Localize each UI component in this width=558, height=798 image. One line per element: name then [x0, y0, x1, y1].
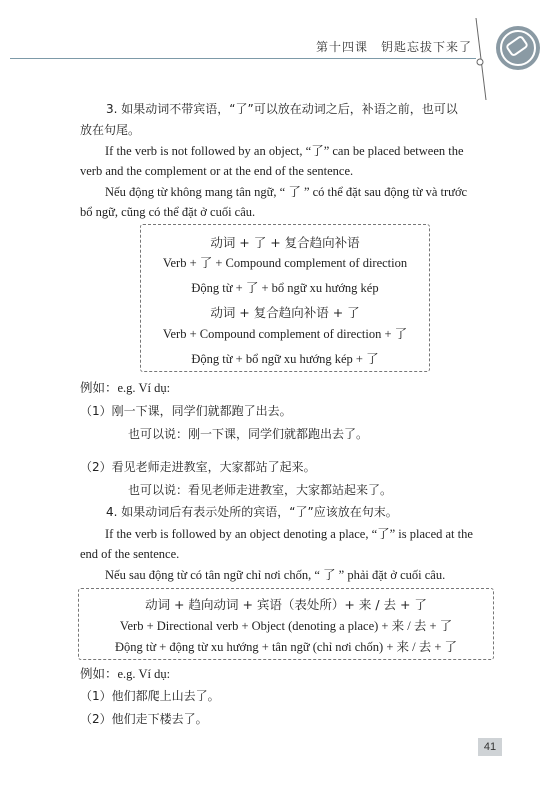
pattern-line: Động từ + động từ xu hướng + tân ngữ (chỉ nơi chốn) + 来 / 去 + 了 — [114, 640, 458, 654]
section4-zh: 4. 如果动词后有表示处所的宾语，“了”应该放在句末。 — [106, 505, 398, 519]
example-sentence: （2）他们走下楼去了。 — [80, 712, 208, 726]
pattern-line: Verb + 了 + Compound complement of direction — [162, 256, 408, 270]
section3-vi-1: Nếu động từ không mang tân ngữ, “ 了 ” có thể đặt sau động từ và trước — [105, 185, 468, 199]
pattern-line: Động từ + bổ ngữ xu hướng kép + 了 — [191, 352, 379, 366]
example-alternative: 也可以说：刚一下课，同学们就都跑出去了。 — [128, 427, 369, 441]
grammar-pattern-box-1 — [140, 224, 430, 372]
pattern-line: 动词 + 趋向动词 + 宾语（表处所）+ 来 / 去 + 了 — [145, 597, 427, 612]
pattern-line: 动词 + 复合趋向补语 + 了 — [210, 305, 360, 320]
pattern-line: Động từ + 了 + bổ ngữ xu hướng kép — [191, 281, 379, 295]
pattern-line: Verb + Compound complement of direction + 了 — [162, 327, 408, 341]
section3-en-1: If the verb is not followed by an object, “了” can be placed between the — [105, 144, 464, 158]
pattern-line: 动词 + 了 + 复合趋向补语 — [210, 235, 360, 250]
pattern-line: Verb + Directional verb + Object (denoting a place) + 来 / 去 + 了 — [119, 619, 453, 633]
section3-zh-cont: 放在句尾。 — [80, 123, 141, 137]
key-emblem-icon — [468, 0, 558, 110]
section3-en-2: verb and the complement or at the end of the sentence. — [80, 164, 354, 178]
section4-en-1: If the verb is followed by an object denoting a place, “了” is placed at the — [105, 527, 473, 541]
example-alternative: 也可以说：看见老师走进教室，大家都站起来了。 — [128, 483, 393, 497]
section4-vi-1: Nếu sau động từ có tân ngữ chỉ nơi chốn, “ 了 ” phải đặt ở cuối câu. — [105, 568, 446, 582]
examples-label: 例如：e.g. Ví dụ: — [80, 381, 171, 395]
section3-zh: 3. 如果动词不带宾语，“了”可以放在动词之后，补语之前，也可以 — [106, 102, 458, 116]
section4-en-2: end of the sentence. — [80, 547, 180, 561]
example-sentence: （1）刚一下课，同学们就都跑了出去。 — [80, 404, 292, 418]
example-sentence: （2）看见老师走进教室，大家都站了起来。 — [80, 460, 316, 474]
grammar-pattern-box-2 — [78, 588, 494, 660]
page-number: 41 — [478, 738, 502, 756]
page-header-title: 第十四课 钥匙忘拔下来了 — [316, 40, 473, 54]
header-rule — [10, 58, 476, 59]
example-sentence: （1）他们都爬上山去了。 — [80, 689, 220, 703]
examples-label: 例如：e.g. Ví dụ: — [80, 667, 171, 681]
section3-vi-2: bổ ngữ, cũng có thể đặt ở cuối câu. — [80, 205, 256, 219]
